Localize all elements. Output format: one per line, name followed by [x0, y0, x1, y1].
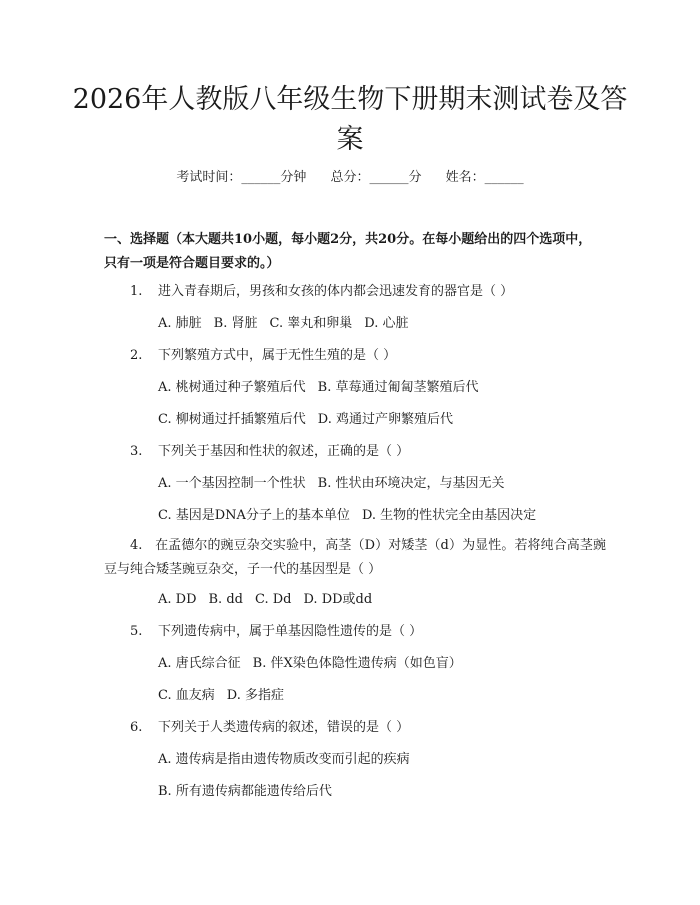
exam-time-field: 考试时间：______分钟 — [176, 170, 307, 185]
question-6-option-b — [158, 782, 344, 802]
question-6 — [130, 718, 409, 738]
section-heading: 一、选择题（本大题共10小题，每小题2分，共20分。在每小题给出的四个选项中，只有一项是符合题目要求的。） — [104, 232, 592, 271]
option-c: C. 基因是DNA分子上的基本单位 — [158, 508, 350, 523]
question-3-options-row2 — [158, 506, 548, 526]
option-d: D. 生物的性状完全由基因决定 — [361, 508, 537, 523]
question-text: 进入青春期后，男孩和女孩的体内都会迅速发育的器官是（ ） — [158, 284, 514, 299]
question-number: 6. — [130, 720, 143, 735]
question-5 — [130, 622, 422, 642]
question-text: 下列繁殖方式中，属于无性生殖的是（ ） — [158, 348, 397, 363]
option-d: D. 鸡通过产卵繁殖后代 — [317, 412, 453, 427]
question-2-options-row2 — [158, 410, 465, 430]
option-a: A. 桃树通过种子繁殖后代 — [158, 380, 306, 395]
option-b: B. 性状由环境决定，与基因无关 — [317, 476, 505, 491]
exam-info — [0, 168, 700, 188]
page-title: 2026年人教版八年级生物下册期末测试卷及答案 — [72, 84, 628, 155]
option-a: A. 一个基因控制一个性状 — [158, 476, 306, 491]
option-b: B. dd — [208, 592, 243, 607]
question-text: 下列关于基因和性状的叙述，正确的是（ ） — [158, 444, 410, 459]
question-4-options — [158, 590, 384, 610]
option-b: B. 伴X染色体隐性遗传病（如色盲） — [252, 656, 462, 671]
question-2 — [130, 346, 396, 366]
question-1 — [130, 282, 513, 302]
option-d: D. 心脏 — [364, 316, 409, 331]
option-b: B. 肾脏 — [213, 316, 258, 331]
question-number: 2. — [130, 348, 143, 363]
question-3 — [130, 442, 409, 462]
question-number: 3. — [130, 444, 143, 459]
option-d: D. 多指症 — [226, 688, 284, 703]
option-a: A. 肺脏 — [158, 316, 202, 331]
option-c: C. Dd — [254, 592, 292, 607]
question-number: 5. — [130, 624, 143, 639]
question-number: 1. — [130, 284, 143, 299]
question-2-options-row1 — [158, 378, 490, 398]
option-b: B. 所有遗传病都能遗传给后代 — [158, 784, 332, 799]
question-5-options-row1 — [158, 654, 474, 674]
option-c: C. 血友病 — [158, 688, 215, 703]
question-number: 4. — [130, 538, 143, 553]
name-field: 姓名：______ — [445, 170, 524, 185]
option-a: A. DD — [158, 592, 197, 607]
question-1-options — [158, 314, 420, 334]
option-c: C. 柳树通过扦插繁殖后代 — [158, 412, 306, 427]
option-a: A. 遗传病是指由遗传物质改变而引起的疾病 — [158, 752, 410, 767]
question-5-options-row2 — [158, 686, 296, 706]
question-text: 在孟德尔的豌豆杂交实验中，高茎（D）对矮茎（d）为显性。若将纯合高茎豌豆与纯合矮茎豌豆杂交，子一代的基因型是（ ） — [104, 538, 606, 577]
question-text: 下列遗传病中，属于单基因隐性遗传的是（ ） — [158, 624, 423, 639]
option-c: C. 睾丸和卵巢 — [269, 316, 353, 331]
question-4 — [104, 534, 606, 582]
total-score-field: 总分：______分 — [330, 170, 422, 185]
question-3-options-row1 — [158, 474, 516, 494]
question-6-option-a — [158, 750, 422, 770]
option-d: D. DD或dd — [303, 592, 373, 607]
question-text: 下列关于人类遗传病的叙述，错误的是（ ） — [158, 720, 410, 735]
option-a: A. 唐氏综合征 — [158, 656, 241, 671]
option-b: B. 草莓通过匍匐茎繁殖后代 — [317, 380, 479, 395]
